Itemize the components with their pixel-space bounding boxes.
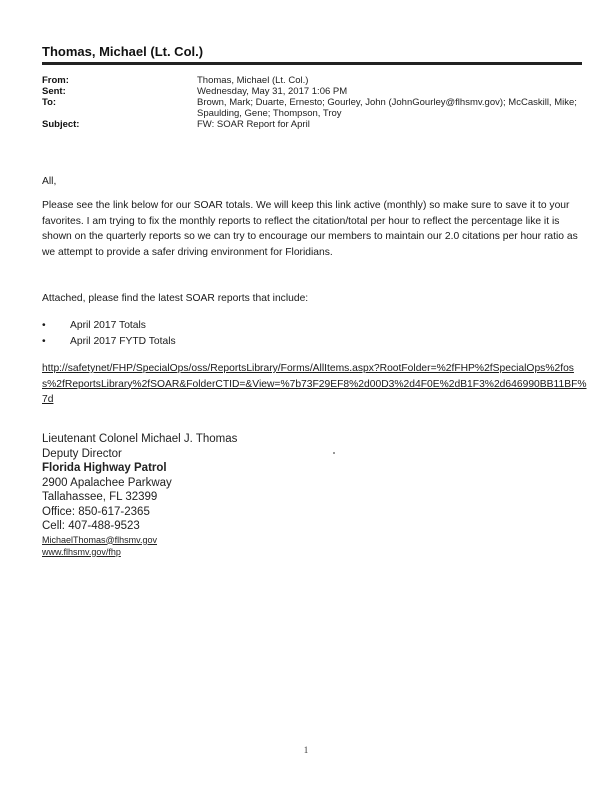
to-value: Brown, Mark; Duarte, Ernesto; Gourley, John (JohnGourley@flhsmv.gov); McCaskill, Mike; Spaulding, Gene; Thompson, Troy [197,97,577,119]
list-item-text: April 2017 FYTD Totals [70,335,176,347]
bullet-icon: • [42,320,46,331]
bullet-icon: • [42,335,46,347]
email-headers [42,75,582,130]
signature-city: Tallahassee, FL 32399 [42,491,158,503]
scan-speck [333,452,335,454]
sent-row [42,86,582,97]
from-value: Thomas, Michael (Lt. Col.) [197,75,309,86]
list-item [42,318,582,334]
title-divider [42,62,582,65]
body-paragraph: Please see the link below for our SOAR totals. We will keep this link active (monthly) so make sure to save it to your favorites. I am trying to fix the monthly reports to reflect the citation/total per hour to reflect the percentage like it is shown on the quarterly reports so we can try to encourage our members to maintain our 2.0 citations per hour ratio as we attempt to provide a safer driving environment for Floridians. [42,200,578,258]
signature-org: Florida Highway Patrol [42,462,167,474]
to-row [42,97,582,119]
signature-name: Lieutenant Colonel Michael J. Thomas [42,433,238,445]
to-label: To: [42,97,57,108]
from-label: From: [42,75,69,86]
greeting: All, [42,176,57,187]
subject-label: Subject: [42,119,80,130]
sent-label: Sent: [42,86,66,97]
from-row [42,75,582,86]
signature-office-phone: Office: 850-617-2365 [42,505,150,518]
subject-value: FW: SOAR Report for April [197,119,310,130]
page-number: 1 [303,745,309,755]
signature-street: 2900 Apalachee Parkway [42,476,172,489]
sender-title: Thomas, Michael (Lt. Col.) [42,44,204,59]
signature-block [42,432,237,558]
soar-report-link[interactable]: http://safetynet/FHP/SpecialOps/oss/ReportsLibrary/Forms/AllItems.aspx?RootFolder=%2fFHP%2fSpecialOps%2foss%2fReportsLibrary%2fSOAR&FolderCTID=&View=%7b73F29EF8%2d00D3%2d4F0E%2dB1F3%2d646990BB11BF%7d [42,363,587,405]
list-item-text: April 2017 Totals [70,320,146,331]
subject-row [42,119,582,130]
report-list [42,318,582,349]
signature-email-link[interactable]: MichaelThomas@flhsmv.gov [42,534,158,545]
signature-role: Deputy Director [42,447,122,460]
signature-website-link[interactable]: www.flhsmv.gov/fhp [42,546,121,557]
list-item [42,334,582,350]
sent-value: Wednesday, May 31, 2017 1:06 PM [197,86,348,97]
attached-intro: Attached, please find the latest SOAR reports that include: [42,293,309,304]
signature-cell-phone: Cell: 407-488-9523 [42,520,140,532]
